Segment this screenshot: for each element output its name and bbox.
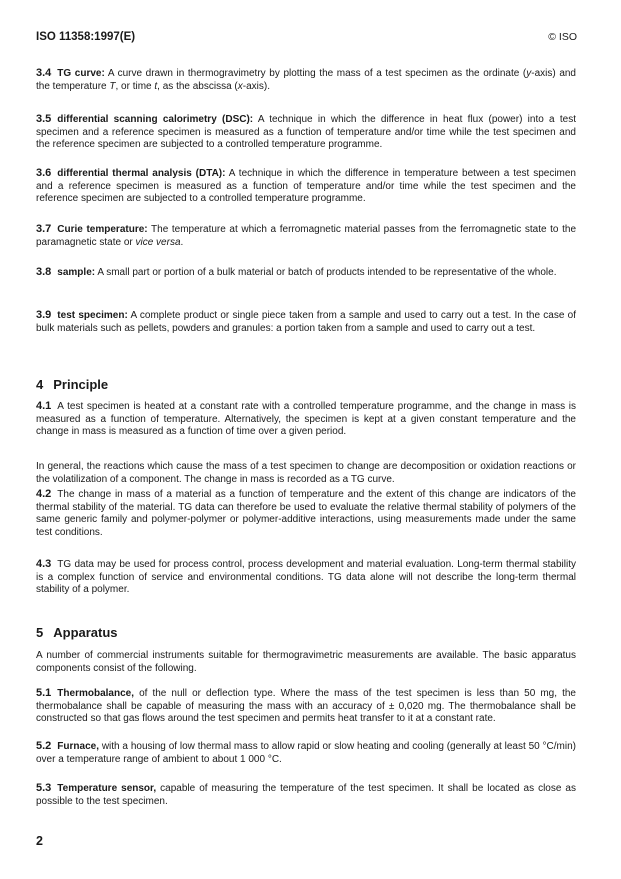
page-number: 2 (36, 834, 43, 848)
section-heading (36, 377, 108, 392)
clause-text: The temperature at which a ferromagnetic material passes from the ferromagnetic state to the paramagnetic state or (36, 224, 576, 248)
defined-term: test specimen: (57, 310, 128, 321)
clause-number: 3.7 (36, 223, 52, 235)
clause-number: 3.9 (36, 309, 52, 321)
clause-text: A number of commercial instruments suitable for thermogravimetric measurements are available. The basic apparatus components consist of the following. (36, 650, 576, 674)
clause-text: , or time (115, 80, 155, 92)
defined-term: TG curve: (57, 68, 105, 79)
clause-text: In general, the reactions which cause the mass of a test specimen to change are decomposition or oxidation reactions or the volatilization of a component. The change in mass is recorded as a TG curve. (36, 461, 576, 485)
clause-number: 5.3 (36, 782, 52, 794)
clause-number: 3.5 (36, 113, 52, 125)
clause-text: A technique in which the difference in temperature between a test specimen and a reference specimen is measured as a function of temperature and/or time while the test specimen and the reference specimen are subjected to a controlled temperature programme. (36, 168, 576, 205)
clause-number: 4.1 (36, 400, 52, 412)
clause-text: , as the abscissa ( (157, 80, 238, 92)
italic-symbol: T (109, 80, 116, 92)
defined-term: differential scanning calorimetry (DSC): (57, 114, 254, 125)
clause-text: with a housing of low thermal mass to allow rapid or slow heating and cooling (generally at least 50 °C/min) over a temperature range of ambient to about 1 000 °C. (36, 741, 576, 765)
section-number: 5 (36, 625, 44, 640)
defined-term: Curie temperature: (57, 224, 148, 235)
defined-term: Thermobalance, (57, 688, 134, 699)
section-title: Principle (53, 377, 109, 392)
clause-number: 5.1 (36, 687, 52, 699)
clause-text: of the null or deflection type. Where the mass of the test specimen is less than 50 mg, the thermobalance shall be capable of measuring the mass with an accuracy of ± 0,020 mg. The thermobalance shall be constructed so that gas flows around the test specimen and permits heat transfer to it at a constant rate. (36, 688, 576, 725)
clause-number: 3.8 (36, 266, 52, 278)
clause-paragraph (36, 461, 576, 486)
clause-paragraph (36, 400, 576, 439)
clause-text: A curve drawn in thermogravimetry by plotting the mass of a test specimen as the ordinate ( (104, 68, 527, 79)
copyright-notice: © ISO (548, 31, 577, 43)
clause-paragraph (36, 266, 576, 280)
clause-text: TG data may be used for process control, process development and material evaluation. Long-term thermal stability is a complex function of service and environmental conditions. TG data alone will not describe the long-term thermal stability of a polymer. (36, 559, 576, 596)
italic-symbol: t (154, 80, 158, 92)
italic-symbol: x (237, 80, 243, 92)
section-number: 4 (36, 377, 44, 392)
italic-symbol: y (526, 68, 532, 79)
section-heading (36, 625, 118, 640)
defined-term: Temperature sensor, (57, 783, 157, 794)
clause-number: 3.6 (36, 167, 52, 179)
clause-paragraph (36, 558, 576, 597)
clause-number: 3.4 (36, 67, 52, 79)
clause-text: -axis) and the temperature (36, 68, 576, 92)
clause-paragraph (36, 113, 576, 152)
clause-number: 4.3 (36, 558, 52, 570)
clause-paragraph (36, 488, 576, 539)
clause-paragraph (36, 167, 576, 206)
clause-paragraph (36, 67, 576, 93)
italic-symbol: vice versa (135, 236, 181, 248)
clause-paragraph (36, 782, 576, 808)
clause-number: 4.2 (36, 488, 52, 500)
clause-text: A technique in which the difference in heat flux (power) into a test specimen and a reference specimen is measured as a function of temperature and/or time while the test specimen and the reference specimen are subjected to a controlled temperature programme. (36, 114, 576, 151)
clause-paragraph (36, 223, 576, 249)
defined-term: sample: (57, 267, 96, 278)
clause-paragraph (36, 309, 576, 335)
clause-text: The change in mass of a material as a function of temperature and the extent of this change are indicators of the thermal stability of the material. TG data can therefore be used to evaluate the relative thermal stability of polymers of the same generic family and polymer-polymer or polymer-additive interactions, using measurements made under the same test conditions. (36, 489, 576, 538)
defined-term: Furnace, (57, 741, 99, 752)
clause-text: A complete product or single piece taken from a sample and used to carry out a test. In the case of bulk materials such as pellets, powders and granules: a portion taken from a sample and used to carry out a test. (36, 310, 576, 334)
section-title: Apparatus (53, 625, 118, 640)
defined-term: differential thermal analysis (DTA): (57, 168, 226, 179)
clause-paragraph (36, 650, 576, 675)
clause-paragraph (36, 687, 576, 726)
clause-paragraph (36, 740, 576, 766)
clause-text: A small part or portion of a bulk material or batch of products intended to be representative of the whole. (95, 267, 557, 278)
clause-text: . (180, 236, 184, 248)
clause-text: capable of measuring the temperature of the test specimen. It shall be located as close as possible to the test specimen. (36, 783, 576, 807)
clause-text: -axis). (242, 80, 270, 92)
document-id: ISO 11358:1997(E) (36, 31, 136, 43)
clause-text: A test specimen is heated at a constant rate with a controlled temperature programme, and the change in mass is measured as a function of temperature. Alternatively, the specimen is kept at a given constant temperature and the change in mass is measured as a function of time over a given period. (36, 401, 576, 438)
clause-number: 5.2 (36, 740, 52, 752)
